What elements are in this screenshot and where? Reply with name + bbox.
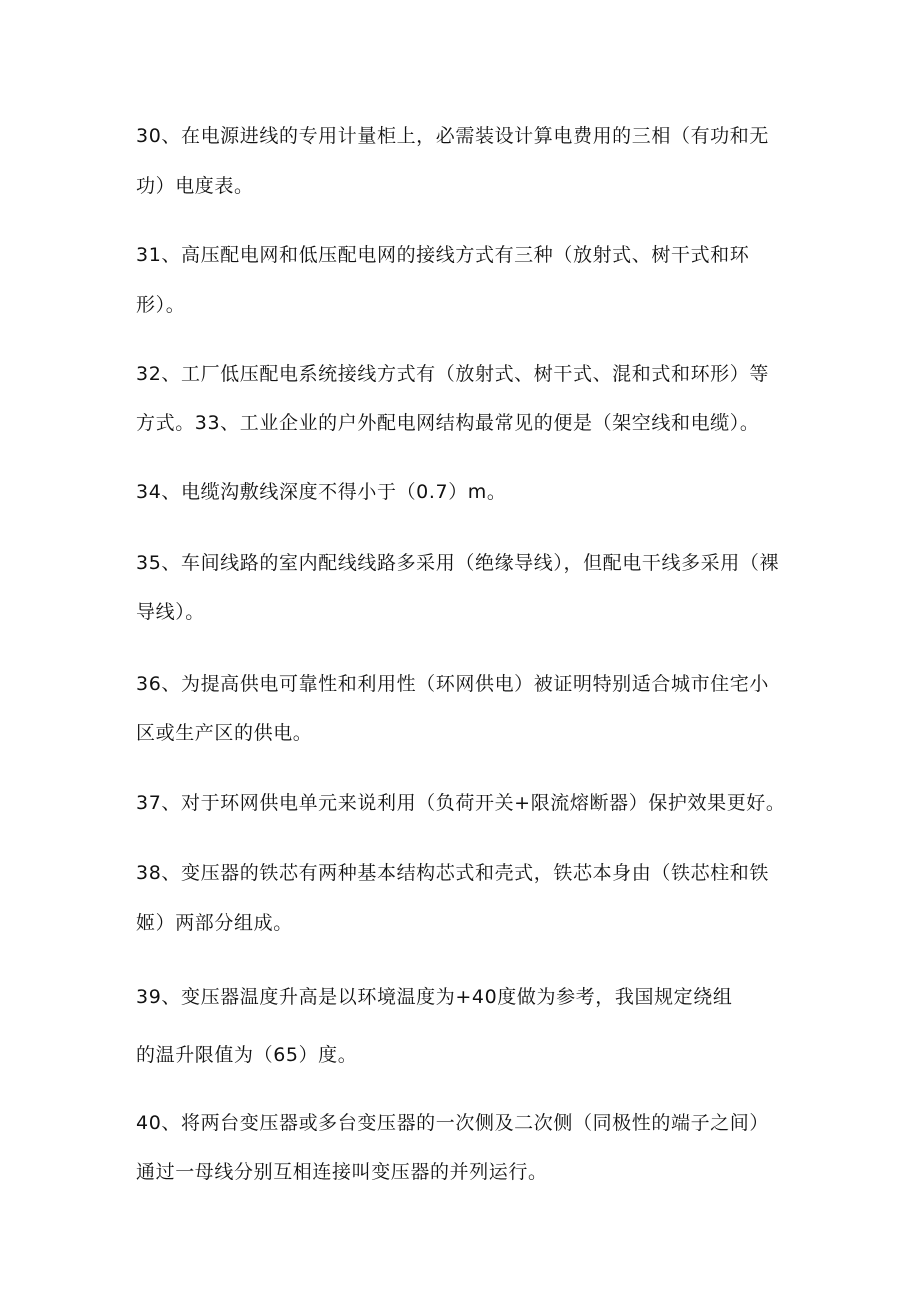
text-line: 38、变压器的铁芯有两种基本结构芯式和壳式，铁芯本身由（铁芯柱和铁: [136, 862, 769, 884]
text-line: 35、车间线路的室内配线线路多采用（绝缘导线），但配电干线多采用（裸: [136, 552, 780, 574]
text-line: 37、对于环网供电单元来说利用（负荷开关+限流熔断器）保护效果更好。: [136, 792, 786, 814]
text-line: 导线）。: [136, 601, 205, 623]
text-line: 40、将两台变压器或多台变压器的一次侧及二次侧（同极性的端子之间）: [136, 1112, 769, 1134]
text-line: 方式。33、工业企业的户外配电网结构最常见的便是（架空线和电缆）。: [136, 412, 760, 434]
text-line: 36、为提高供电可靠性和利用性（环网供电）被证明特别适合城市住宅小: [136, 673, 769, 695]
text-line: 功）电度表。: [136, 175, 254, 197]
text-line: 39、变压器温度升高是以环境温度为+40度做为参考，我国规定绕组: [136, 986, 733, 1008]
text-line: 34、电缆沟敷线深度不得小于（0.7）m。: [136, 481, 507, 503]
text-line: 姬）两部分组成。: [136, 912, 293, 934]
text-line: 形）。: [136, 294, 186, 316]
text-line: 区或生产区的供电。: [136, 722, 313, 744]
text-line: 32、工厂低压配电系统接线方式有（放射式、树干式、混和式和环形）等: [136, 363, 769, 385]
text-line: 通过一母线分别互相连接叫变压器的并列运行。: [136, 1161, 548, 1183]
text-line: 的温升限值为（65）度。: [136, 1044, 358, 1066]
text-line: 30、在电源进线的专用计量柜上，必需装设计算电费用的三相（有功和无: [136, 125, 769, 147]
text-line: 31、高压配电网和低压配电网的接线方式有三种（放射式、树干式和环: [136, 244, 750, 266]
